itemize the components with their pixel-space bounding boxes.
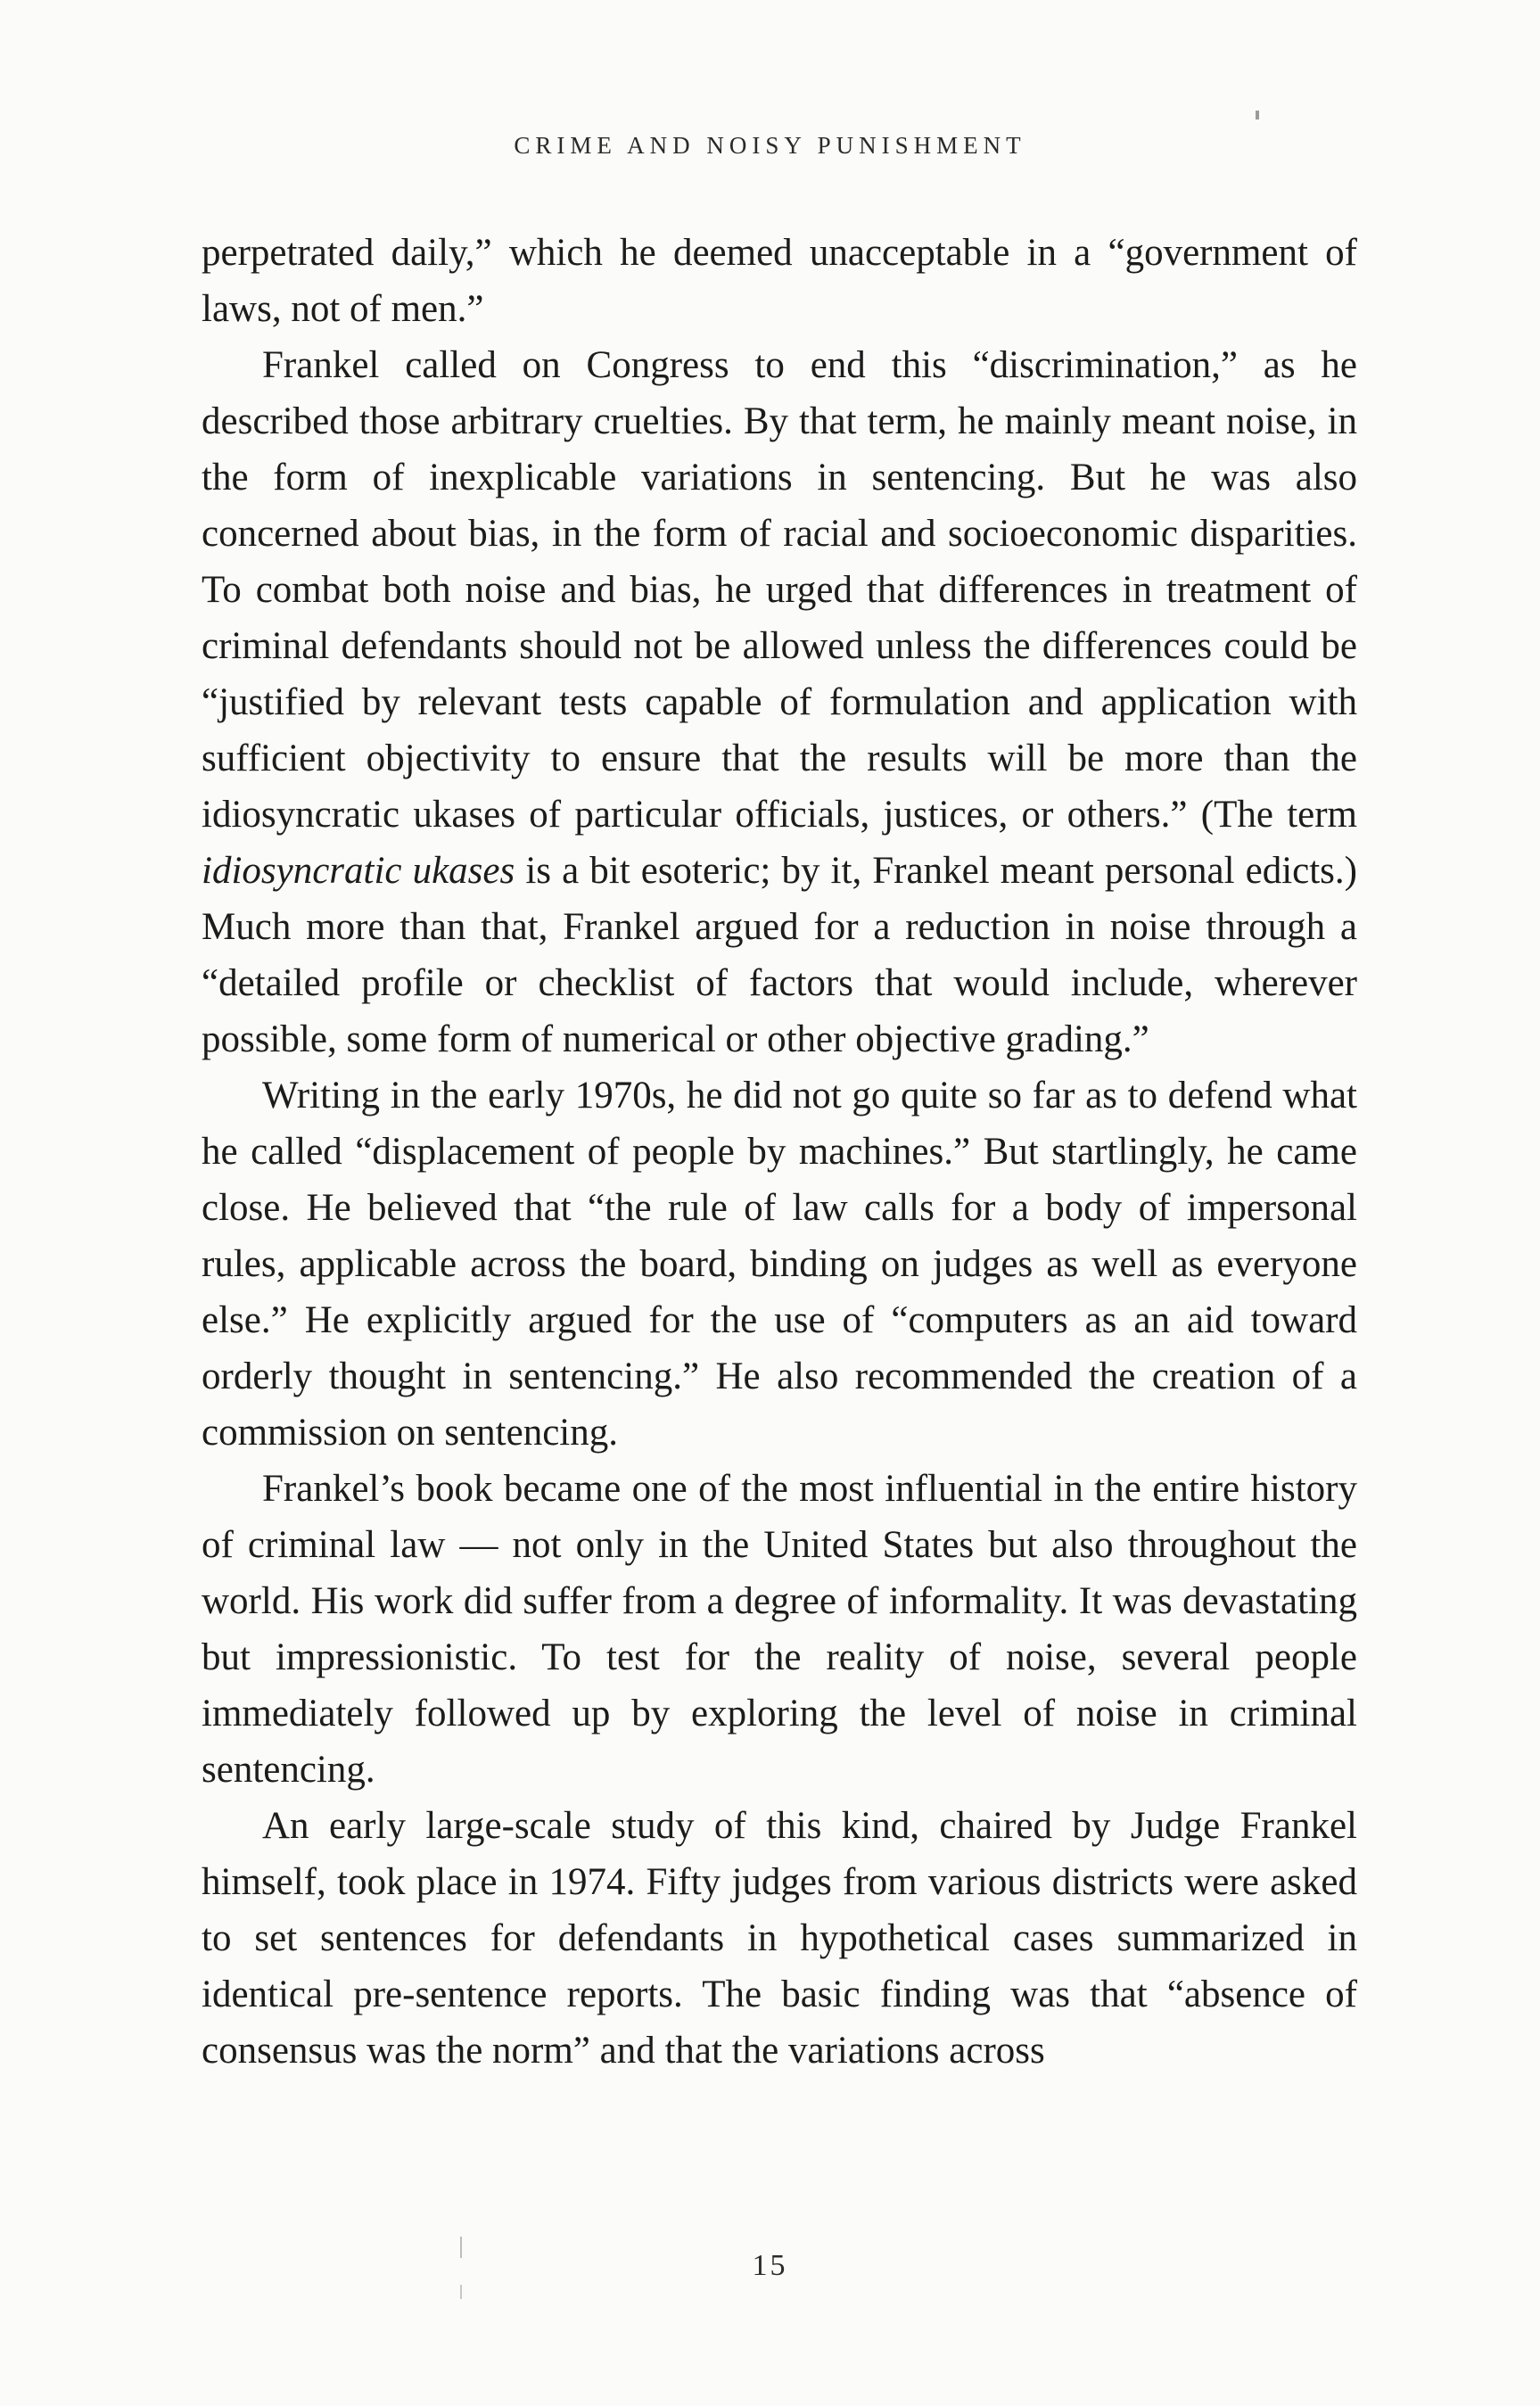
running-head: CRIME AND NOISY PUNISHMENT: [514, 132, 1026, 159]
paragraph-2-text-after: is a bit esoteric; by it, Frankel meant personal edicts.) Much more than that, Frankel argued for a reduction in noise through a “detailed profile or checklist of factors that would include, wherever possible, some form of numerical or other objective grading.”: [202, 850, 1357, 1060]
scan-speck: [460, 2237, 462, 2258]
page-number: 15: [752, 2249, 788, 2282]
body-text: [202, 225, 1357, 2079]
paragraph-3: Writing in the early 1970s, he did not go quite so far as to defend what he called “displacement of people by machines.” But startlingly, he came close. He believed that “the rule of law calls for a body of impersonal rules, applicable across the board, binding on judges as well as everyone else.” He explicitly argued for the use of “computers as an aid toward orderly thought in sentencing.” He also recommended the creation of a commission on sentencing.: [202, 1075, 1357, 1454]
scan-speck: [460, 2285, 462, 2299]
paragraph-5: An early large-scale study of this kind, chaired by Judge Frankel himself, took place in 1974. Fifty judges from various districts were asked to set sentences for defendants in hypothetical cases summarized in identical pre-sentence reports. The basic finding was that “absence of consensus was the norm” and that the variations across: [202, 1805, 1357, 2072]
paragraph-1: perpetrated daily,” which he deemed unacceptable in a “government of laws, not of men.”: [202, 232, 1357, 330]
paragraph-2-text-before: Frankel called on Congress to end this “discrimination,” as he described those arbitrary cruelties. By that term, he mainly meant noise, in the form of inexplicable variations in sentencing. But he was also concerned about bias, in the form of racial and socioeconomic disparities. To combat both noise and bias, he urged that differences in treatment of criminal defendants should not be allowed unless the differences could be “justified by relevant tests capable of formulation and application with sufficient objectivity to ensure that the results will be more than the idiosyncratic ukases of particular officials, justices, or others.” (The term: [202, 344, 1357, 836]
paragraph-2-italic-term: idiosyncratic ukases: [202, 850, 515, 892]
paragraph-4: Frankel’s book became one of the most influential in the entire history of criminal law — not only in the United States but also throughout the world. His work did suffer from a degree of informality. It was devastating but impressionistic. To test for the reality of noise, several people immediately followed up by exploring the level of noise in criminal sentencing.: [202, 1468, 1357, 1791]
paragraph-2: [202, 337, 1357, 1067]
scan-speck: [1256, 111, 1259, 119]
